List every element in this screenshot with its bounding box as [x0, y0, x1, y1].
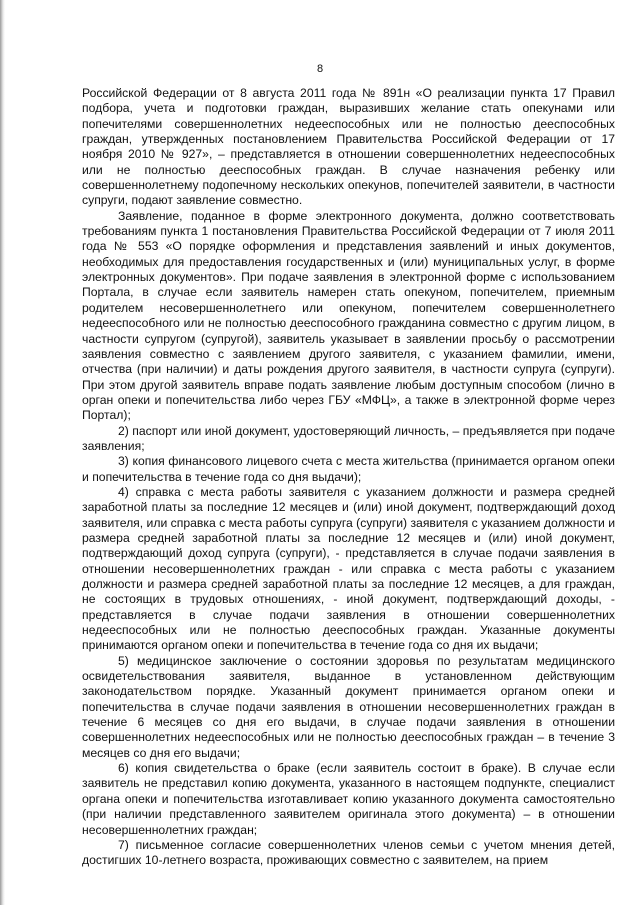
- list-item-7-family-consent: 7) письменное согласие совершеннолетних членов семьи с учетом мнения детей, достигших 10-летнего возраста, проживающих совместно с заявителем, на прием: [82, 837, 615, 868]
- scan-edge-shadow: [0, 0, 5, 905]
- list-item-2-passport: 2) паспорт или иной документ, удостоверяющий личность, – предъявляется при подаче заявления;: [82, 423, 615, 453]
- page-number: 8: [316, 63, 324, 75]
- paragraph-electronic-application: Заявление, поданное в форме электронного документа, должно соответствовать требованиям пункта 1 постановления Правительства Российской Федерации от 7 июля 2011 года № 553 «О порядке оформления и представления заявлений и иных документов, необходимых для предоставления государственных и (или) муниципальных услуг, в форме электронных документов». При подаче заявления в электронной форме с использованием Портала, в случае если заявитель намерен стать опекуном, попечителем, приемным родителем несовершеннолетнего или опекуном, попечителем совершеннолетнего недееспособного или не полностью дееспособного гражданина совместно с другим лицом, в частности супругом (супругой), заявитель указывает в заявлении просьбу о рассмотрении заявления совместно с заявлением другого заявителя, с указанием фамилии, имени, отчества (при наличии) и даты рождения другого заявителя, в частности супруга (супруги). При этом другой заявитель вправе подать заявление любым доступным способом (лично в орган опеки и попечительства либо через ГБУ «МФЦ», а также в электронной форме через Портал);: [82, 208, 615, 423]
- list-item-4-income-certificate: 4) справка с места работы заявителя с указанием должности и размера средней заработной платы за последние 12 месяцев и (или) иной документ, подтверждающий доход заявителя, или справка с места работы супруга (супруги) заявителя с указанием должности и размера средней заработной платы за последние 12 месяцев и (или) иной документ, подтверждающий доход супруга (супруги), - представляется в случае подачи заявления в отношении несовершеннолетних граждан - или справка с места работы с указанием должности и размера средней заработной платы за последние 12 месяцев, а для граждан, не состоящих в трудовых отношениях, - иной документ, подтверждающий доходы, - представляется в случае подачи заявления в отношении совершеннолетних недееспособных или не полностью дееспособных граждан. Указанные документы принимаются органом опеки и попечительства в течение года со дня их выдачи;: [82, 484, 615, 653]
- list-item-6-marriage-certificate: 6) копия свидетельства о браке (если заявитель состоит в браке). В случае если заявитель не представил копию документа, указанного в настоящем подпункте, специалист органа опеки и попечительства изготавливает копию указанного документа самостоятельно (при наличии представленного заявителем оригинала этого документа) – в отношении несовершеннолетних граждан;: [82, 761, 615, 837]
- list-item-3-account-copy: 3) копия финансового лицевого счета с места жительства (принимается органом опеки и попечительства в течение года со дня выдачи);: [82, 454, 615, 484]
- list-item-5-medical-report: 5) медицинское заключение о состоянии здоровья по результатам медицинского освидетельствования заявителя, выданное в установленном действующим законодательством порядке. Указанный документ принимается органом опеки и попечительства в случае подачи заявления в отношении несовершеннолетних граждан в течение 6 месяцев со дня его выдачи, в случае подачи заявления в отношении совершеннолетних недееспособных или не полностью дееспособных граждан – в течение 3 месяцев со дня его выдачи;: [82, 653, 615, 760]
- paragraph-intro-continuation: Российской Федерации от 8 августа 2011 года № 891н «О реализации пункта 17 Правил подбора, учета и подготовки граждан, выразивших желание стать опекунами или попечителями совершеннолетних недееспособных или не полностью дееспособных граждан, утвержденных постановлением Правительства Российской Федерации от 17 ноября 2010 № 927», – представляется в отношении совершеннолетних недееспособных или не полностью дееспособных граждан. В случае назначения ребенку или совершеннолетнему подопечному нескольких опекунов, попечителей заявители, в частности супруги, подают заявление совместно.: [82, 86, 615, 208]
- document-body: [82, 86, 615, 869]
